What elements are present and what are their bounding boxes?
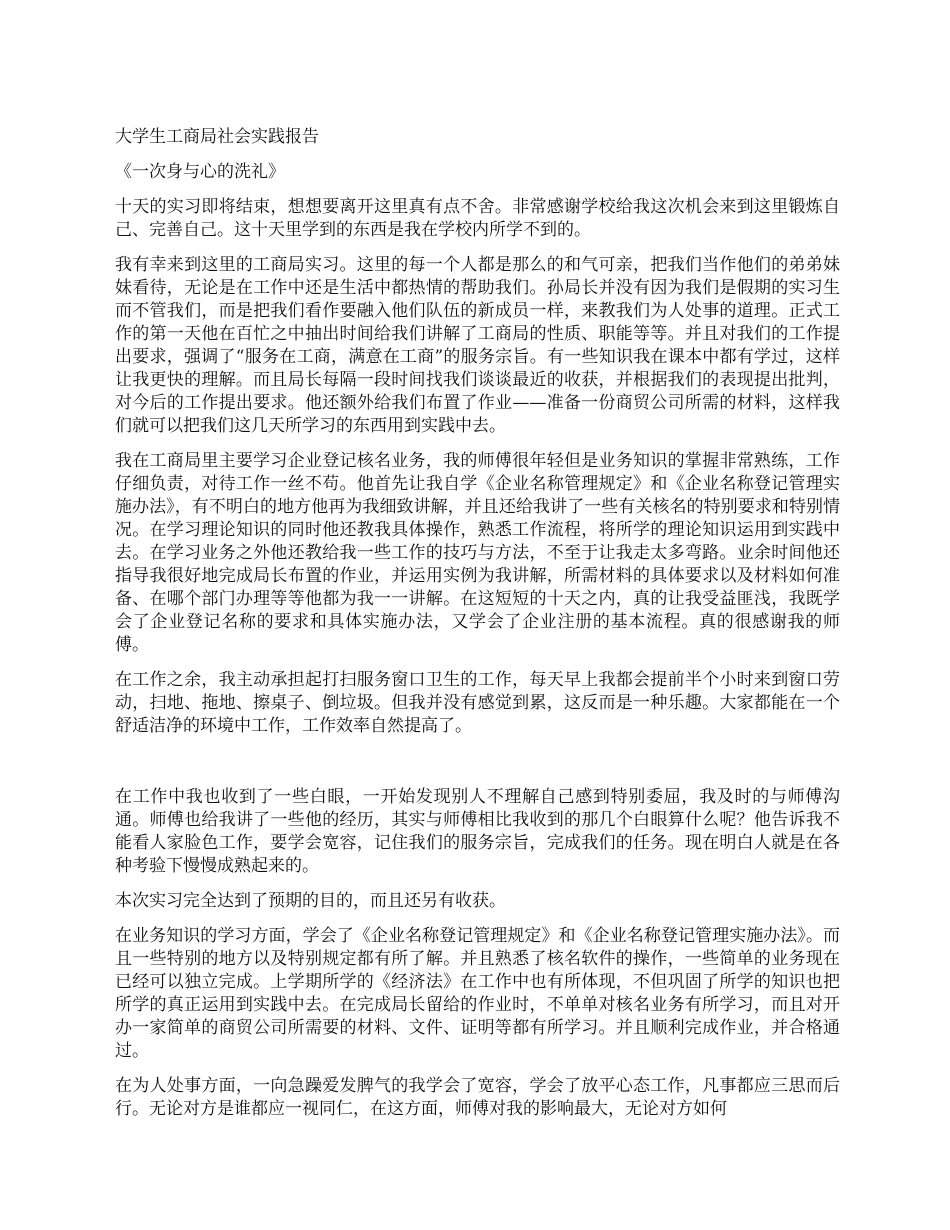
paragraph-summary: 本次实习完全达到了预期的目的，而且还另有收获。 bbox=[115, 891, 506, 911]
paragraph-cleaning: 在工作之余，我主动承担起打扫服务窗口卫生的工作，每天早上我都会提前半个小时来到窗口劳动，扫地、拖地、擦桌子、倒垃圾。但我并没有感觉到累，这反而是一种乐趣。大家都能在一个舒适洁净的环境中工作，工作效率自然提高了。 bbox=[115, 670, 840, 736]
document-page bbox=[115, 126, 840, 1133]
paragraph-difficulties: 在工作中我也收到了一些白眼，一开始发现别人不理解自己感到特别委屈，我及时的与师傅沟通。师傅也给我讲了一些他的经历，其实与师傅相比我收到的那几个白眼算什么呢？他告诉我不能看人家脸色工作，要学会宽容，记住我们的服务宗旨，完成我们的任务。现在明白人就是在各种考验下慢慢成熟起来的。 bbox=[115, 787, 840, 876]
document-subtitle: 《一次身与心的洗礼》 bbox=[115, 162, 285, 182]
paragraph-bureau: 我有幸来到这里的工商局实习。这里的每一个人都是那么的和气可亲，把我们当作他们的弟弟妹妹看待，无论是在工作中还是生活中都热情的帮助我们。孙局长并没有因为我们是假期的实习生而不管我们，而是把我们看作要融入他们队伍的新成员一样，来教我们为人处事的道理。正式工作的第一天他在百忙之中抽出时间给我们讲解了工商局的性质、职能等等。并且对我们的工作提出要求，强调了“服务在工商，满意在工商”的服务宗旨。有一些知识我在课本中都有学过，这样让我更快的理解。而且局长每隔一段时间找我们谈谈最近的收获，并根据我们的表现提出批判，对今后的工作提出要求。他还额外给我们布置了作业——准备一份商贸公司所需的材料，这样我们就可以把我们这几天所学习的东西用到实践中去。 bbox=[115, 255, 840, 436]
paragraph-intro: 十天的实习即将结束，想想要离开这里真有点不舍。非常感谢学校给我这次机会来到这里锻炼自己、完善自己。这十天里学到的东西是我在学校内所学不到的。 bbox=[115, 197, 840, 240]
document-title: 大学生工商局社会实践报告 bbox=[115, 127, 319, 147]
paragraph-knowledge: 在业务知识的学习方面，学会了《企业名称登记管理规定》和《企业名称登记管理实施办法》。而且一些特别的地方以及特别规定都有所了解。并且熟悉了核名软件的操作，一些简单的业务现在已经可以独立完成。上学期所学的《经济法》在工作中也有所体现，不但巩固了所学的知识也把所学的真正运用到实践中去。在完成局长留给的作业时，不单单对核名业务有所学习，而且对开办一家简单的商贸公司所需要的材料、文件、证明等都有所学习。并且顺利完成作业，并合格通过。 bbox=[115, 926, 840, 1061]
paragraph-conduct: 在为人处事方面，一向急躁爱发脾气的我学会了宽容，学会了放平心态工作，凡事都应三思而后行。无论对方是谁都应一视同仁，在这方面，师傅对我的影响最大，无论对方如何 bbox=[115, 1076, 840, 1119]
paragraph-mentor: 我在工商局里主要学习企业登记核名业务，我的师傅很年轻但是业务知识的掌握非常熟练，工作仔细负责，对待工作一丝不苟。他首先让我自学《企业名称管理规定》和《企业名称登记管理实施办法》，有不明白的地方他再为我细致讲解，并且还给我讲了一些有关核名的特别要求和特别情况。在学习理论知识的同时他还教我具体操作，熟悉工作流程，将所学的理论知识运用到实践中去。在学习业务之外他还教给我一些工作的技巧与方法，不至于让我走太多弯路。业余时间他还指导我很好地完成局长布置的作业，并运用实例为我讲解，所需材料的具体要求以及材料如何准备、在哪个部门办理等等他都为我一一讲解。在这短短的十天之内，真的让我受益匪浅，我既学会了企业登记名称的要求和具体实施办法，又学会了企业注册的基本流程。真的很感谢我的师傅。 bbox=[115, 451, 840, 655]
paragraph-spacer bbox=[115, 750, 840, 786]
